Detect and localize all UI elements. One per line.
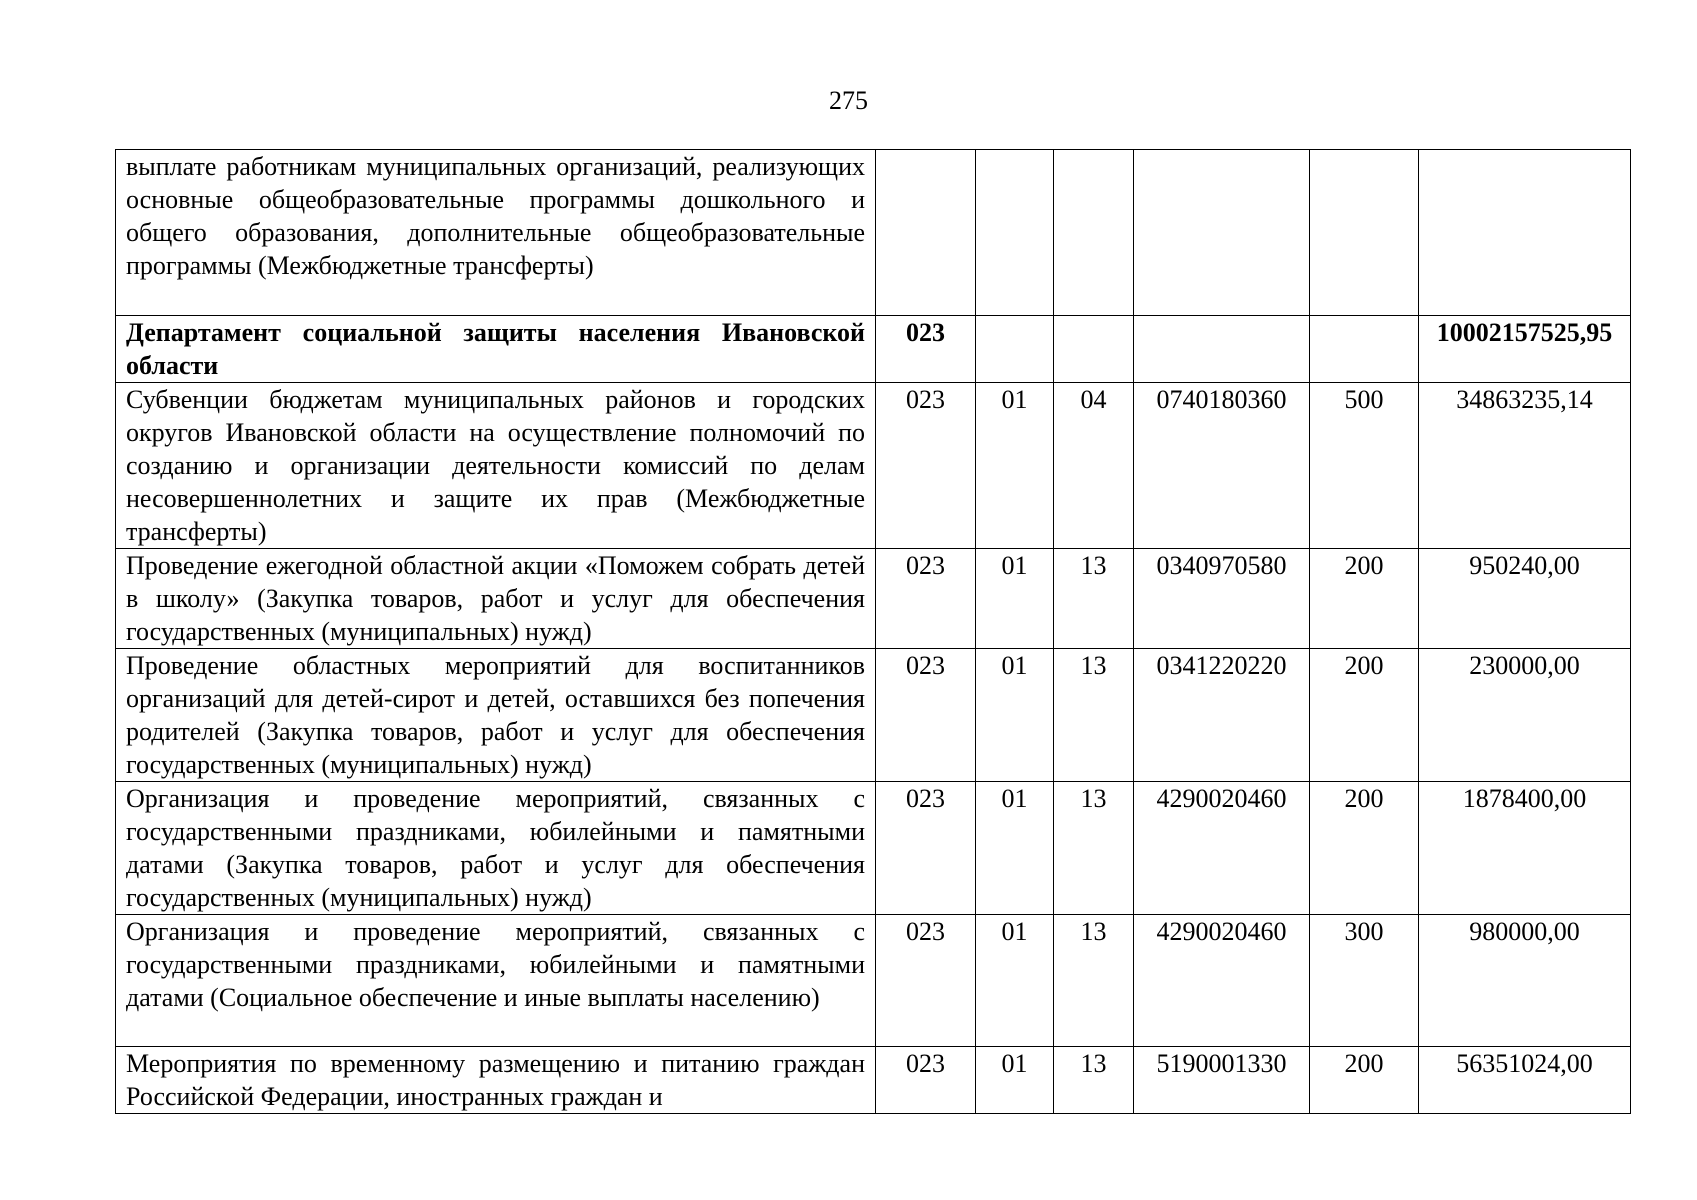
table-row xyxy=(116,649,1631,782)
row-description: Мероприятия по временному размещению и питанию граждан Российской Федерации, иностранных граждан и xyxy=(116,1047,876,1114)
row-expense-type-code xyxy=(1310,316,1419,383)
row-ved-code: 023 xyxy=(876,549,976,649)
budget-table xyxy=(115,149,1631,1114)
table-row xyxy=(116,549,1631,649)
row-amount: 950240,00 xyxy=(1419,549,1631,649)
row-description: Организация и проведение мероприятий, связанных с государственными праздниками, юбилейными и памятными датами (Закупка товаров, работ и услуг для обеспечения государственных (муниципальных) нужд) xyxy=(116,782,876,915)
row-amount: 230000,00 xyxy=(1419,649,1631,782)
row-amount: 980000,00 xyxy=(1419,915,1631,1047)
row-subsection-code: 13 xyxy=(1054,549,1134,649)
row-amount: 1878400,00 xyxy=(1419,782,1631,915)
row-section-code: 01 xyxy=(976,1047,1054,1114)
row-expense-type-code: 200 xyxy=(1310,782,1419,915)
row-subsection-code xyxy=(1054,150,1134,316)
row-subsection-code xyxy=(1054,316,1134,383)
row-target-code: 0340970580 xyxy=(1134,549,1310,649)
row-ved-code xyxy=(876,150,976,316)
row-expense-type-code: 500 xyxy=(1310,383,1419,549)
row-description: Департамент социальной защиты населения Ивановской области xyxy=(116,316,876,383)
row-expense-type-code: 200 xyxy=(1310,649,1419,782)
row-section-code: 01 xyxy=(976,383,1054,549)
row-expense-type-code: 200 xyxy=(1310,1047,1419,1114)
row-section-code: 01 xyxy=(976,549,1054,649)
row-description: Проведение ежегодной областной акции «Поможем собрать детей в школу» (Закупка товаров, работ и услуг для обеспечения государственных (муниципальных) нужд) xyxy=(116,549,876,649)
row-subsection-code: 04 xyxy=(1054,383,1134,549)
row-section-code: 01 xyxy=(976,649,1054,782)
row-subsection-code: 13 xyxy=(1054,649,1134,782)
row-expense-type-code: 300 xyxy=(1310,915,1419,1047)
row-description: Субвенции бюджетам муниципальных районов и городских округов Ивановской области на осуществление полномочий по созданию и организации деятельности комиссий по делам несовершеннолетних и защите их прав (Межбюджетные трансферты) xyxy=(116,383,876,549)
table-row xyxy=(116,915,1631,1047)
row-amount: 10002157525,95 xyxy=(1419,316,1631,383)
row-section-code xyxy=(976,150,1054,316)
table-row xyxy=(116,150,1631,316)
row-target-code xyxy=(1134,316,1310,383)
row-target-code: 5190001330 xyxy=(1134,1047,1310,1114)
row-section-code: 01 xyxy=(976,782,1054,915)
row-section-code: 01 xyxy=(976,915,1054,1047)
row-section-code xyxy=(976,316,1054,383)
row-description: выплате работникам муниципальных организаций, реализующих основные общеобразовательные программы дошкольного и общего образования, дополнительные общеобразовательные программы (Межбюджетные трансферты) xyxy=(116,150,876,316)
row-ved-code: 023 xyxy=(876,915,976,1047)
row-subsection-code: 13 xyxy=(1054,1047,1134,1114)
row-amount: 34863235,14 xyxy=(1419,383,1631,549)
table-row xyxy=(116,1047,1631,1114)
row-subsection-code: 13 xyxy=(1054,782,1134,915)
page-number: 275 xyxy=(829,86,868,115)
table-row xyxy=(116,383,1631,549)
row-expense-type-code xyxy=(1310,150,1419,316)
row-ved-code: 023 xyxy=(876,316,976,383)
row-target-code: 0341220220 xyxy=(1134,649,1310,782)
row-description: Проведение областных мероприятий для воспитанников организаций для детей-сирот и детей, оставшихся без попечения родителей (Закупка товаров, работ и услуг для обеспечения государственных (муниципальных) нужд) xyxy=(116,649,876,782)
row-subsection-code: 13 xyxy=(1054,915,1134,1047)
table-row xyxy=(116,316,1631,383)
row-ved-code: 023 xyxy=(876,1047,976,1114)
row-amount xyxy=(1419,150,1631,316)
row-target-code: 4290020460 xyxy=(1134,782,1310,915)
row-description: Организация и проведение мероприятий, связанных с государственными праздниками, юбилейными и памятными датами (Социальное обеспечение и иные выплаты населению) xyxy=(116,915,876,1047)
row-ved-code: 023 xyxy=(876,383,976,549)
row-target-code xyxy=(1134,150,1310,316)
row-ved-code: 023 xyxy=(876,782,976,915)
row-amount: 56351024,00 xyxy=(1419,1047,1631,1114)
table-row xyxy=(116,782,1631,915)
row-target-code: 4290020460 xyxy=(1134,915,1310,1047)
row-target-code: 0740180360 xyxy=(1134,383,1310,549)
row-expense-type-code: 200 xyxy=(1310,549,1419,649)
row-ved-code: 023 xyxy=(876,649,976,782)
